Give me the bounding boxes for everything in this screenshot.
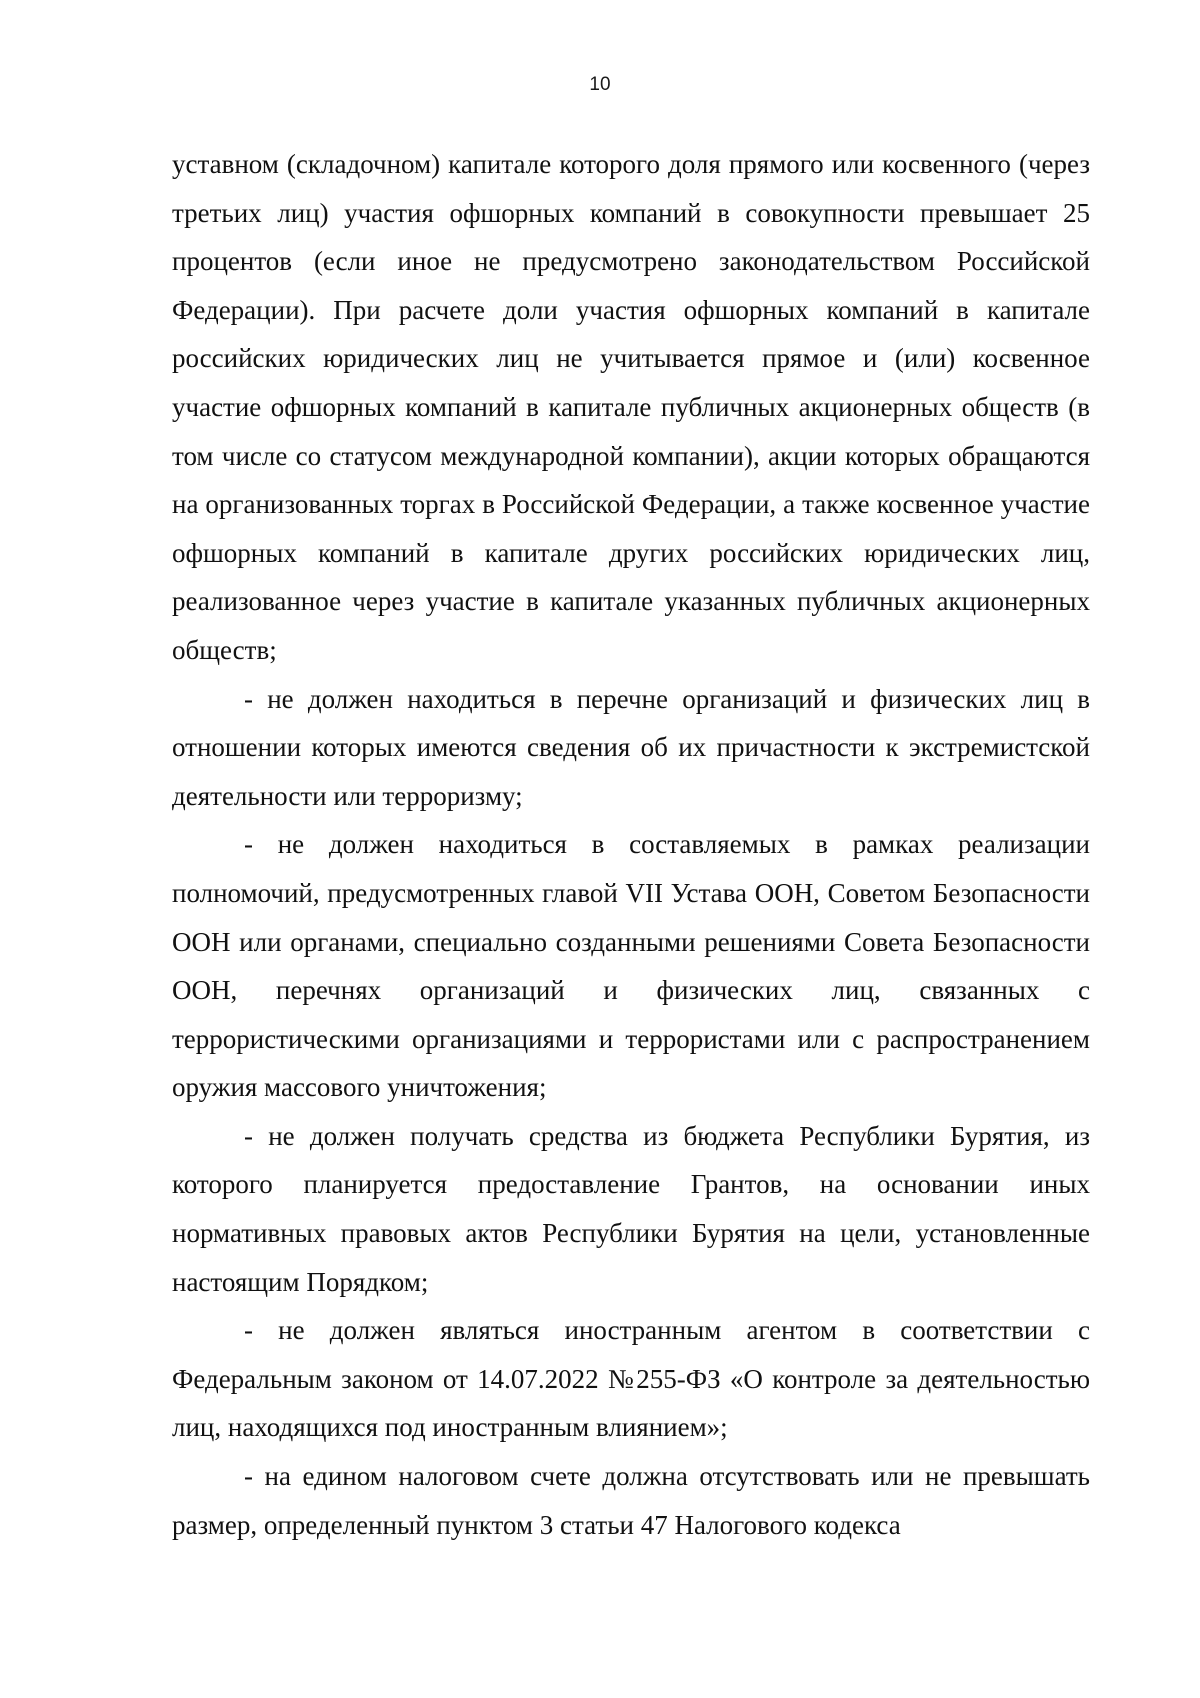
paragraph-foreign-agent: - не должен являться иностранным агентом в соответствии с Федеральным законом от 14.07.2022 №255-ФЗ «О контроле за деятельностью лиц, находящихся под иностранным влиянием»;: [172, 1315, 1090, 1443]
paragraph-continuation: уставном (складочном) капитале которого доля прямого или косвенного (через третьих лиц) участия офшорных компаний в совокупности превышает 25 процентов (если иное не предусмотрено законодательством Российской Федерации). При расчете доли участия офшорных компаний в капитале российских юридических лиц не учитывается прямое и (или) косвенное участие офшорных компаний в капитале публичных акционерных обществ (в том числе со статусом международной компании), акции которых обращаются на организованных торгах в Российской Федерации, а также косвенное участие офшорных компаний в капитале других российских юридических лиц, реализованное через участие в капитале указанных публичных акционерных обществ;: [172, 149, 1090, 665]
document-body: [172, 140, 1090, 1549]
paragraph-extremism-list: - не должен находиться в перечне организаций и физических лиц в отношении которых имеются сведения об их причастности к экстремистской деятельности или терроризму;: [172, 683, 1090, 811]
paragraph-tax-account: - на едином налоговом счете должна отсутствовать или не превышать размер, определенный пунктом 3 статьи 47 Налогового кодекса: [172, 1461, 1090, 1540]
paragraph-budget-funds: - не должен получать средства из бюджета Республики Бурятия, из которого планируется предоставление Грантов, на основании иных нормативных правовых актов Республики Бурятия на цели, установленные настоящим Порядком;: [172, 1120, 1090, 1297]
page-number: 10: [589, 74, 611, 95]
paragraph-un-sanctions-list: - не должен находиться в составляемых в рамках реализации полномочий, предусмотренных главой VII Устава ООН, Советом Безопасности ООН или органами, специально созданными решениями Совета Безопасности ООН, перечнях организаций и физических лиц, связанных с террористическими организациями и террористами или с распространением оружия массового уничтожения;: [172, 829, 1090, 1103]
